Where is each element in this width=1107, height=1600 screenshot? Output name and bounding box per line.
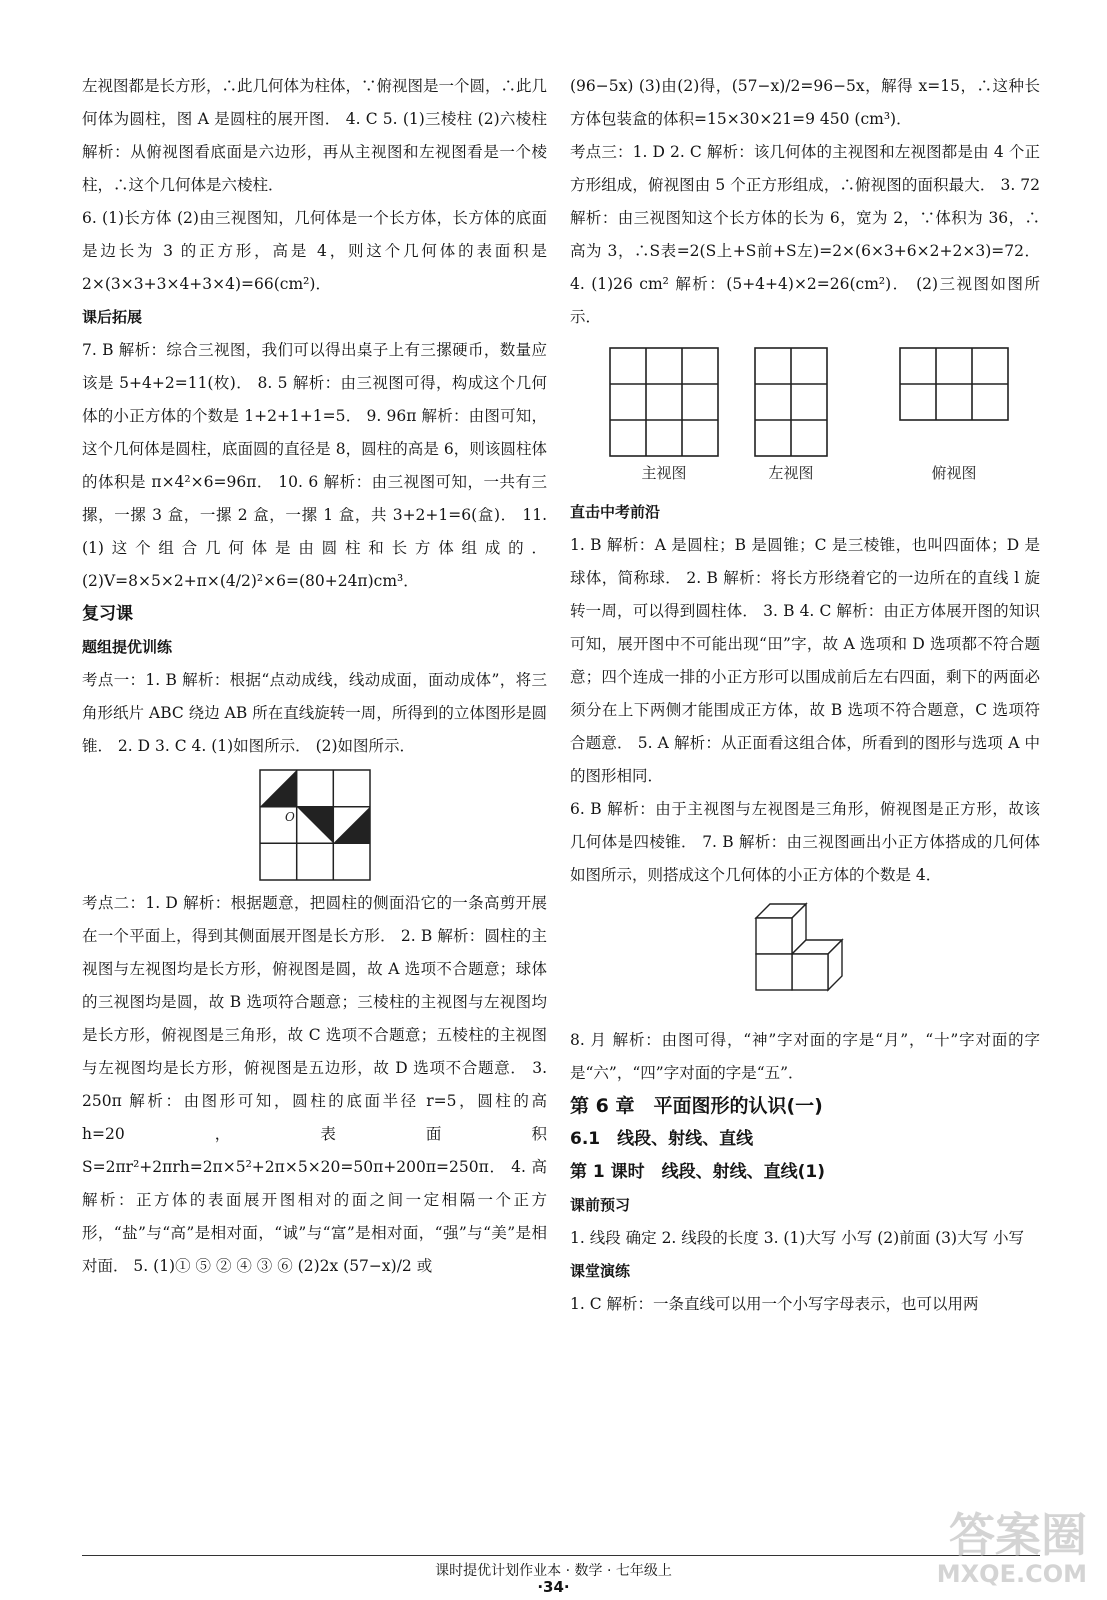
front-view-label: 主视图 <box>641 464 687 482</box>
left-column <box>82 70 547 1283</box>
section-heading: 直击中考前沿 <box>570 503 661 521</box>
lesson-title: 第 1 课时 线段、射线、直线(1) <box>570 1162 826 1182</box>
page-number: ·34· <box>537 1578 570 1596</box>
shaded-triangle <box>333 807 370 844</box>
paragraph: 考点三：1. D 2. C 解析：该几何体的主视图和左视图都是由 4 个正方形组成，俯视图由 5 个正方形组成，∴俯视图的面积最大． 3. 72 解析：由三视图知这个长方体的长为 6，宽为 2，∵体积为 36，∴高为 3，∴S表=2(S上+S前+S左)=2×(6×3+6×2+2×3)=72． 4. (1)26 cm² 解析：(5+4+4)×2=26(cm²)． (2)三视图如图所示． <box>570 143 1040 326</box>
paragraph: 8. 月 解析：由图可得，“神”字对面的字是“月”，“十”字对面的字是“六”，“四”字对面的字是“五”． <box>570 1031 1040 1082</box>
review-heading: 复习课 <box>82 604 133 624</box>
top-view-label: 俯视图 <box>931 464 977 482</box>
paragraph: 1. B 解析：A 是圆柱；B 是圆锥；C 是三棱锥，也叫四面体；D 是球体，简称球． 2. B 解析：将长方形绕着它的一边所在的直线 l 旋转一周，可以得到圆柱体． 3. B 4. C 解析：由正方体展开图的知识可知，展开图中不可能出现“田”字，故 A 选项和 D 选项都不符合题意；四个连成一排的小正方形可以围成前后左右四面，剩下的两面必须分在上下两侧才能围成正方体，故 B 选项不符合题意，C 选项符合题意． 5. A 解析：从正面看这组合体，所看到的图形与选项 A 中的图形相同． <box>570 536 1040 785</box>
section-heading: 课前预习 <box>570 1196 631 1214</box>
section-heading: 题组提优训练 <box>82 638 173 656</box>
watermark-url: MXQE.COM <box>936 1560 1087 1588</box>
section-heading: 课后拓展 <box>82 308 143 326</box>
right-column <box>570 70 1040 1321</box>
cube-stack-figure <box>740 898 870 1018</box>
paragraph: 6. (1)长方体 (2)由三视图知，几何体是一个长方体，长方体的底面是边长为 3 的正方形，高是 4，则这个几何体的表面积是 2×(3×3+3×4+3×4)=66(cm²)． <box>82 209 547 293</box>
watermark <box>937 1510 1087 1588</box>
section-heading: 课堂演练 <box>570 1262 631 1280</box>
paragraph: 1. C 解析：一条直线可以用一个小写字母表示，也可以用两 <box>570 1295 979 1313</box>
paragraph: 6. B 解析：由于主视图与左视图是三角形，俯视图是正方形，故该几何体是四棱锥． 7. B 解析：由三视图画出小正方体搭成的几何体如图所示，则搭成这个几何体的小正方体的个数是 4． <box>570 800 1040 884</box>
chapter-heading: 第 6 章 平面图形的认识(一) <box>570 1095 823 1117</box>
watermark-logo-text: 答案圈 <box>949 1508 1087 1562</box>
paragraph: 考点一：1. B 解析：根据“点动成线，线动成面，面动成体”，将三角形纸片 ABC 绕边 AB 所在直线旋转一周，所得到的立体图形是圆锥． 2. D 3. C 4. (1)如图所示． (2)如图所示． <box>82 671 547 755</box>
section-title: 6.1 线段、射线、直线 <box>570 1129 754 1149</box>
paragraph: 左视图都是长方形，∴此几何体为柱体，∵俯视图是一个圆，∴此几何体为圆柱，图 A 是圆柱的展开图． 4. C 5. (1)三棱柱 (2)六棱柱 解析：从俯视图看底面是六边形，再从主视图和左视图看是一个棱柱，∴这个几何体是六棱柱． <box>82 77 548 194</box>
footer-title: 课时提优计划作业本 · 数学 · 七年级上 <box>435 1563 672 1579</box>
left-view-label: 左视图 <box>768 464 814 482</box>
shaded-triangle <box>296 807 333 844</box>
paragraph: 1. 线段 确定 2. 线段的长度 3. (1)大写 小写 (2)前面 (3)大写 小写 <box>570 1229 1025 1247</box>
paragraph: (96−5x) (3)由(2)得，(57−x)/2=96−5x，解得 x=15，∴这种长方体包装盒的体积=15×30×21=9 450 (cm³)． <box>570 77 1040 128</box>
three-views-figure <box>590 340 1020 490</box>
paragraph: 考点二：1. D 解析：根据题意，把圆柱的侧面沿它的一条高剪开展在一个平面上，得到其侧面展开图是长方形． 2. B 解析：圆柱的主视图与左视图均是长方形，俯视图是圆，故 A 选项不合题意；球体的三视图均是圆，故 B 选项符合题意；三棱柱的主视图与左视图均是长方形，俯视图是三角形，故 C 选项不合题意；五棱柱的主视图与左视图均是长方形，俯视图是五边形，故 D 选项不合题意． 3. 250π 解析：由图形可知，圆柱的底面半径 r=5，圆柱的高 h=20，表面积 S=2πr²+2πrh=2π×5²+2π×5×20=50π+200π=250π． 4. 高 解析：正方体的表面展开图相对的面之间一定相隔一个正方形，“盐”与“高”是相对面，“诚”与“富”是相对面，“强”与“美”是相对面． 5. (1)① ⑤ ② ④ ③ ⑥ (2)2x (57−x)/2 或 <box>82 894 547 1275</box>
grid-rotation-figure <box>259 769 371 881</box>
shaded-triangle <box>260 770 297 807</box>
paragraph: 7. B 解析：综合三视图，我们可以得出桌子上有三摞硬币，数量应该是 5+4+2=11(枚)． 8. 5 解析：由三视图可得，构成这个几何体的小正方体的个数是 1+2+1+1=5． 9. 96π 解析：由图可知，这个几何体是圆柱，底面圆的直径是 8，圆柱的高是 6，则该圆柱体的体积是 π×4²×6=96π． 10. 6 解析：由三视图可知，一共有三摞，一摞 3 盒，一摞 2 盒，一摞 1 盒，共 3+2+1=6(盒)． 11. (1)这个组合几何体是由圆柱和长方体组成的． (2)V=8×5×2+π×(4/2)²×6=(80+24π)cm³． <box>82 341 547 590</box>
footer-rule <box>82 1555 1040 1556</box>
point-o-label: O <box>284 810 295 824</box>
